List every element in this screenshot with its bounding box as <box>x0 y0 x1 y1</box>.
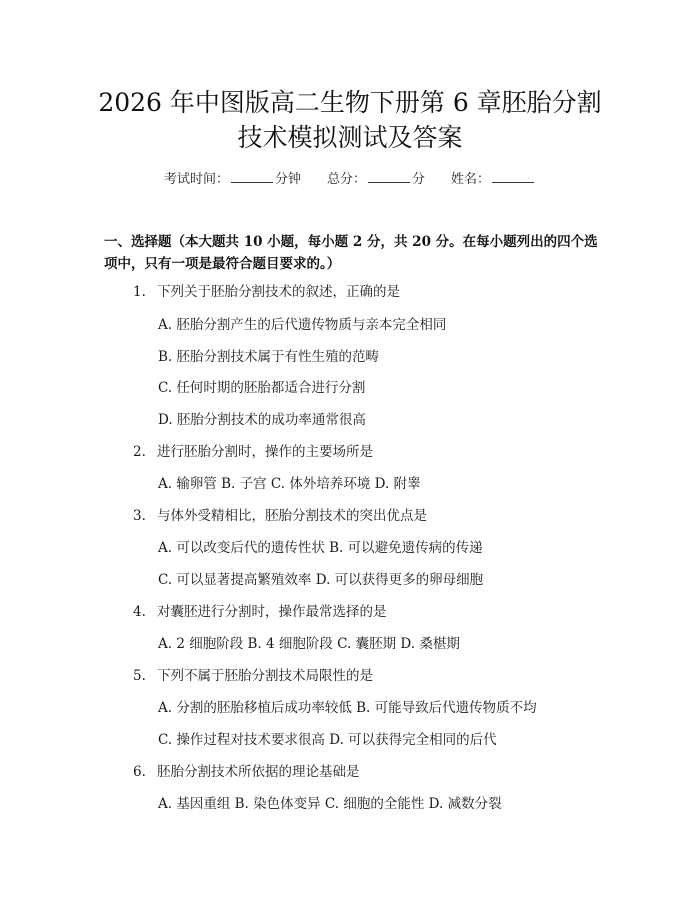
question-number: 6. <box>133 764 146 780</box>
score-unit: 分 <box>412 172 426 187</box>
question-text: 对囊胚进行分割时，操作最常选择的是 <box>157 604 387 620</box>
question-3 <box>133 506 427 526</box>
page-title-line2: 技术模拟测试及答案 <box>237 123 463 152</box>
question-5 <box>133 666 373 686</box>
option-line: A. 分割的胚胎移植后成功率较低 B. 可能导致后代遗传物质不均 <box>158 700 537 716</box>
exam-info <box>0 168 700 190</box>
question-number: 3. <box>133 508 146 524</box>
question-text: 下列不属于胚胎分割技术局限性的是 <box>157 668 373 684</box>
option-line: A. 基因重组 B. 染色体变异 C. 细胞的全能性 D. 减数分裂 <box>158 796 502 812</box>
section-heading-line2: 项中，只有一项是最符合题目要求的。） <box>104 256 341 272</box>
score-blank <box>368 168 410 183</box>
question-text: 下列关于胚胎分割技术的叙述，正确的是 <box>157 284 400 300</box>
question-number: 1. <box>133 284 146 300</box>
score-label: 总分： <box>326 172 366 187</box>
question-2 <box>133 442 373 462</box>
question-number: 4. <box>133 604 146 620</box>
option-line: C. 操作过程对技术要求很高 D. 可以获得完全相同的后代 <box>158 732 497 748</box>
question-text: 进行胚胎分割时，操作的主要场所是 <box>157 444 373 460</box>
option-line: C. 可以显著提高繁殖效率 D. 可以获得更多的卵母细胞 <box>158 572 484 588</box>
option-line: B. 胚胎分割技术属于有性生殖的范畴 <box>158 349 380 365</box>
section-heading-line1: 一、选择题（本大题共 10 小题，每小题 2 分，共 20 分。在每小题列出的四个选 <box>104 234 598 250</box>
question-6 <box>133 762 360 782</box>
question-number: 5. <box>133 668 146 684</box>
time-blank <box>231 168 273 183</box>
option-line: A. 胚胎分割产生的后代遗传物质与亲本完全相同 <box>158 317 447 333</box>
option-line: D. 胚胎分割技术的成功率通常很高 <box>158 412 366 428</box>
option-line: C. 任何时期的胚胎都适合进行分割 <box>158 380 366 396</box>
question-text: 胚胎分割技术所依据的理论基础是 <box>157 764 360 780</box>
time-label: 考试时间： <box>163 172 229 187</box>
name-blank <box>492 168 534 183</box>
name-label: 姓名： <box>451 172 491 187</box>
option-line: A. 2 细胞阶段 B. 4 细胞阶段 C. 囊胚期 D. 桑椹期 <box>158 636 460 652</box>
question-number: 2. <box>133 444 146 460</box>
question-text: 与体外受精相比，胚胎分割技术的突出优点是 <box>157 508 427 524</box>
option-line: A. 输卵管 B. 子宫 C. 体外培养环境 D. 附睾 <box>158 476 421 492</box>
page-title-line1: 2026 年中图版高二生物下册第 6 章胚胎分割 <box>98 88 602 117</box>
time-unit: 分钟 <box>274 172 301 187</box>
question-4 <box>133 602 387 622</box>
option-line: A. 可以改变后代的遗传性状 B. 可以避免遗传病的传递 <box>158 540 483 556</box>
question-1 <box>133 282 400 302</box>
